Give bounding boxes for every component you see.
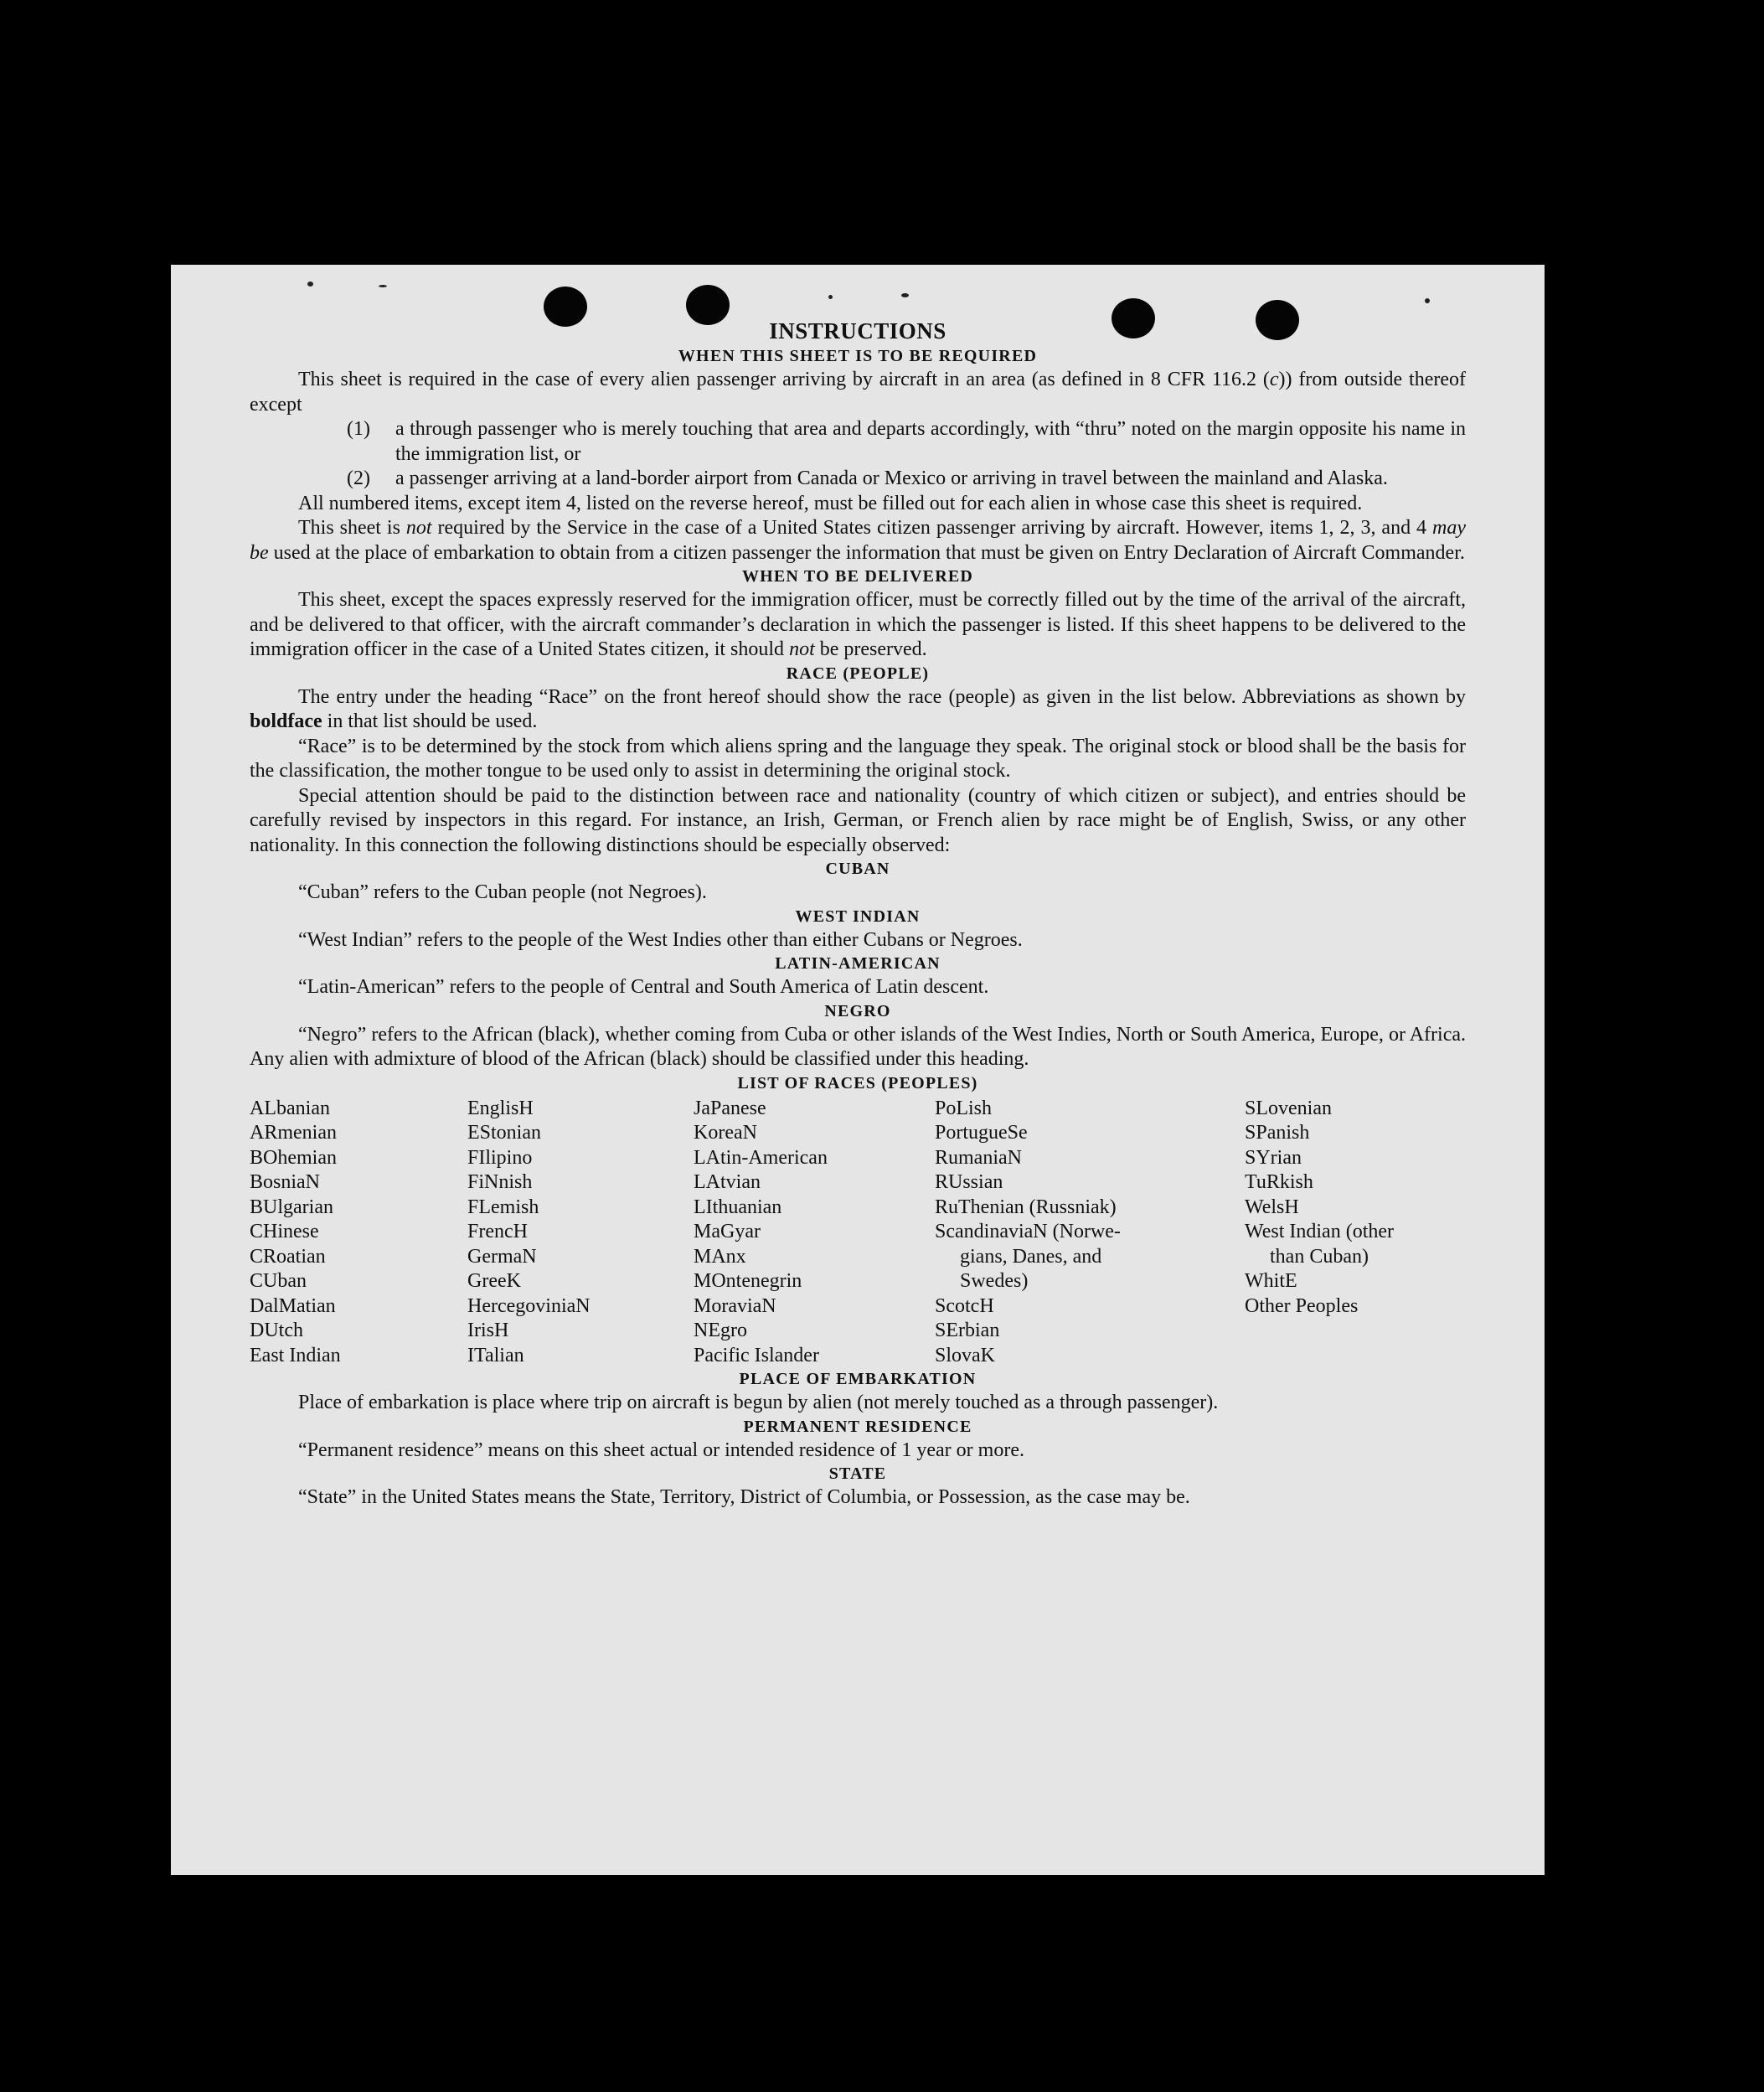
speck <box>1425 298 1430 303</box>
state-definition: “State” in the United States means the State, Territory, District of Columbia, or Possession, as the case may be. <box>298 1486 1190 1508</box>
race-entry: Pacific Islander <box>694 1344 819 1366</box>
heading-west-indian: WEST INDIAN <box>795 907 921 926</box>
race-column-3 <box>694 1097 935 1369</box>
race-entry: ScotcH <box>935 1294 994 1317</box>
race-entry: BosniaN <box>250 1171 320 1193</box>
race-entry: WelsH <box>1245 1196 1299 1218</box>
race-entry: CRoatian <box>250 1245 326 1268</box>
document-page <box>171 265 1545 1875</box>
race-entry: ITalian <box>467 1344 524 1366</box>
race-paragraph-3: Special attention should be paid to the distinction between race and nationality (country of which citizen or subject), and entries should be carefully revised by inspectors in this regard. For instance, an Irish, German, or French alien by race might be of English, Swiss, or any other nationality. In this connection the following distinctions should be especially observed: <box>250 784 1466 856</box>
heading-when-delivered: WHEN TO BE DELIVERED <box>741 567 974 586</box>
race-entry: FLemish <box>467 1196 539 1218</box>
race-entry: FrencH <box>467 1221 528 1242</box>
race-entry: SErbian <box>935 1320 1000 1341</box>
race-column-1 <box>250 1097 467 1369</box>
race-entry: ARmenian <box>250 1122 337 1144</box>
latin-american-definition: “Latin-American” refers to the people of Central and South America of Latin descent. <box>298 976 989 998</box>
west-indian-definition: “West Indian” refers to the people of the West Indies other than either Cubans or Negroes. <box>298 928 1023 951</box>
race-entry: NEgro <box>694 1320 747 1341</box>
exception-item-1: (1) a through passenger who is merely touching that area and departs accordingly, with “thru” noted on the margin opposite his name in the immigration list, or <box>347 418 1466 465</box>
race-entry: SlovaK <box>935 1344 995 1366</box>
race-entry-continued: gians, Danes, and <box>960 1245 1102 1268</box>
race-column-5 <box>1245 1097 1466 1369</box>
exception-item-2: (2) a passenger arriving at a land-border airport from Canada or Mexico or arriving in travel between the mainland and Alaska. <box>347 467 1388 489</box>
speck <box>828 295 833 299</box>
heading-list-of-races: LIST OF RACES (PEOPLES) <box>737 1073 978 1092</box>
race-entry: Other Peoples <box>1245 1294 1359 1317</box>
race-entry: WhitE <box>1245 1270 1297 1292</box>
race-entry: BUlgarian <box>250 1196 333 1218</box>
numbered-items-paragraph: All numbered items, except item 4, listed on the reverse hereof, must be filled out for each alien in whose case this sheet is required. <box>298 492 1363 514</box>
race-entry: GreeK <box>467 1270 521 1292</box>
delivery-paragraph: This sheet, except the spaces expressly reserved for the immigration officer, must be correctly filled out by the time of the arrival of the aircraft, and be delivered to that officer, with the aircraft commander’s declaration in which the passenger is listed. If this sheet happens to be delivered to the immigration officer in the case of a United States citizen, it should not be preserved. <box>250 589 1466 660</box>
residence-definition: “Permanent residence” means on this sheet actual or intended residence of 1 year or more. <box>298 1439 1024 1461</box>
race-entry: GermaN <box>467 1245 537 1268</box>
race-entry-continued: Swedes) <box>960 1270 1029 1292</box>
race-entry: RuThenian (Russniak) <box>935 1196 1117 1218</box>
race-entry: MAnx <box>694 1245 746 1268</box>
heading-negro: NEGRO <box>824 1001 891 1020</box>
race-entry: FIlipino <box>467 1146 533 1169</box>
race-column-2 <box>467 1097 694 1369</box>
heading-when-required: WHEN THIS SHEET IS TO BE REQUIRED <box>678 347 1038 365</box>
speck <box>901 293 909 297</box>
race-entry: PortugueSe <box>935 1122 1028 1144</box>
race-entry: SPanish <box>1245 1122 1310 1144</box>
race-entry: ScandinaviaN (Norwe- <box>935 1221 1121 1242</box>
race-entry: EStonian <box>467 1122 541 1144</box>
citizen-paragraph: This sheet is not required by the Service in the case of a United States citizen passenger arriving by aircraft. However, items 1, 2, 3, and 4 may be used at the place of embarkation to obtain from a citizen passenger the information that must be given on Entry Declaration of Aircraft Commander. <box>250 517 1466 564</box>
race-column-4 <box>935 1097 1245 1369</box>
document-title: INSTRUCTIONS <box>769 318 946 344</box>
race-entry: LAtin-American <box>694 1146 828 1169</box>
race-entry: TuRkish <box>1245 1171 1313 1193</box>
race-entry: IrisH <box>467 1320 509 1341</box>
race-entry-continued: than Cuban) <box>1270 1245 1369 1268</box>
race-paragraph-2: “Race” is to be determined by the stock from which aliens spring and the language they speak. The original stock or blood shall be the basis for the classification, the mother tongue to be used only to assist in determining the original stock. <box>250 735 1466 782</box>
race-entry: MOntenegrin <box>694 1270 802 1292</box>
race-entry: RumaniaN <box>935 1146 1022 1169</box>
negro-definition: “Negro” refers to the African (black), whether coming from Cuba or other islands of the West Indies, North or South America, Europe, or Africa. Any alien with admixture of blood of the African (black) should be classified under this heading. <box>250 1023 1466 1070</box>
race-entry: JaPanese <box>694 1097 766 1119</box>
race-entry: HercegoviniaN <box>467 1294 591 1317</box>
heading-state: STATE <box>828 1464 887 1483</box>
race-paragraph-1: The entry under the heading “Race” on the front hereof should show the race (people) as given in the list below. Abbreviations as shown by boldface in that list should be used. <box>250 685 1466 732</box>
race-entry: FiNnish <box>467 1171 533 1193</box>
race-entry: DUtch <box>250 1320 303 1341</box>
race-entry: RUssian <box>935 1171 1003 1193</box>
instructions-content <box>250 317 1466 1511</box>
race-list <box>250 1097 1466 1369</box>
race-entry: LAtvian <box>694 1171 761 1193</box>
heading-cuban: CUBAN <box>825 860 890 878</box>
race-entry: CUban <box>250 1270 307 1292</box>
race-entry: CHinese <box>250 1221 319 1242</box>
race-entry: KoreaN <box>694 1122 757 1144</box>
race-entry: MoraviaN <box>694 1294 776 1317</box>
heading-permanent-residence: PERMANENT RESIDENCE <box>743 1417 972 1436</box>
heading-race: RACE (PEOPLE) <box>786 664 930 683</box>
race-entry: West Indian (other <box>1245 1221 1395 1242</box>
speck <box>379 285 387 287</box>
race-entry: SYrian <box>1245 1146 1302 1169</box>
heading-latin-american: LATIN-AMERICAN <box>775 954 941 973</box>
race-entry: DalMatian <box>250 1294 336 1317</box>
race-entry: EnglisH <box>467 1097 534 1119</box>
race-entry: LIthuanian <box>694 1196 782 1218</box>
race-entry: MaGyar <box>694 1221 761 1242</box>
embarkation-definition: Place of embarkation is place where trip on aircraft is begun by alien (not merely touched as a through passenger). <box>298 1392 1219 1413</box>
race-entry: PoLish <box>935 1097 993 1119</box>
race-entry: BOhemian <box>250 1146 337 1169</box>
heading-embarkation: PLACE OF EMBARKATION <box>739 1370 977 1388</box>
speck <box>307 282 313 287</box>
race-entry: East Indian <box>250 1344 341 1366</box>
cuban-definition: “Cuban” refers to the Cuban people (not Negroes). <box>298 881 707 903</box>
race-entry: ALbanian <box>250 1097 330 1119</box>
intro-paragraph: This sheet is required in the case of every alien passenger arriving by aircraft in an area (as defined in 8 CFR 116.2 (c)) from outside thereof except <box>250 369 1466 416</box>
race-entry: SLovenian <box>1245 1097 1332 1119</box>
